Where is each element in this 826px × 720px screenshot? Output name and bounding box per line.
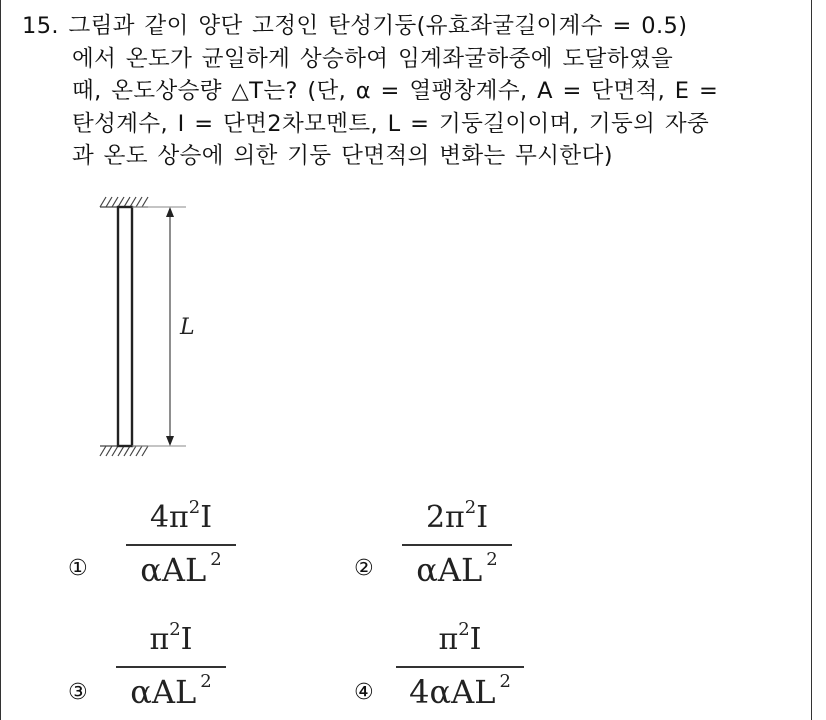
option-2-num-exp: 2: [464, 497, 477, 518]
option-3-number[interactable]: ③: [68, 680, 88, 705]
option-1-denominator: [126, 546, 236, 596]
length-dimension-arrow: [166, 207, 174, 446]
option-1-num-exp: 2: [188, 497, 201, 518]
option-2-numerator: [402, 497, 512, 544]
question-line-5: 과 온도 상승에 의한 기둥 단면적의 변화는 무시한다): [72, 143, 613, 169]
dimension-extension-lines: [132, 207, 186, 446]
column-member: [118, 207, 132, 446]
option-3-den-main: αAL: [130, 672, 197, 711]
option-1-den-main: αAL: [140, 550, 207, 589]
option-2-den-exp: 2: [486, 548, 498, 570]
option-2-den-main: αAL: [416, 550, 483, 589]
option-4-number[interactable]: ④: [354, 680, 374, 705]
option-2-num-coef: 2π: [425, 500, 465, 535]
option-2-denominator: [402, 546, 512, 596]
option-1-number[interactable]: ①: [68, 556, 88, 581]
option-1-den-exp: 2: [210, 548, 222, 570]
option-3-denominator: [116, 668, 226, 718]
option-4-formula[interactable]: [396, 619, 524, 718]
length-label: L: [180, 315, 195, 340]
option-4-num-tail: I: [469, 622, 482, 657]
question-line-4: 탄성계수, I = 단면2차모멘트, L = 기둥길이이며, 기둥의 자중: [72, 110, 710, 137]
question-line-1: 15. 그림과 같이 양단 고정인 탄성기둥(유효좌굴길이계수 = 0.5): [22, 13, 688, 39]
option-3-num-coef: π: [149, 622, 170, 657]
top-fixed-support: [100, 197, 148, 207]
option-1-num-coef: 4π: [149, 500, 189, 535]
option-4-denominator: [396, 668, 524, 718]
column-diagram: [96, 190, 206, 465]
option-3-den-exp: 2: [200, 670, 212, 692]
option-4-num-coef: π: [438, 622, 459, 657]
option-2-number[interactable]: ②: [354, 556, 374, 581]
question-text: [22, 10, 792, 173]
option-2-formula[interactable]: [402, 497, 512, 596]
option-1-num-tail: I: [200, 500, 213, 535]
option-3-numerator: [116, 619, 226, 666]
fixed-fixed-column-figure: [96, 190, 206, 465]
option-4-numerator: [396, 619, 524, 666]
option-3-formula[interactable]: [116, 619, 226, 718]
bottom-fixed-support: [100, 446, 148, 456]
question-line-3: 때, 온도상승량 △T는? (단, α = 열팽창계수, A = 단면적, E =: [72, 78, 719, 104]
option-1-formula[interactable]: [126, 497, 236, 596]
option-3-num-exp: 2: [169, 619, 181, 640]
option-4-den-main: 4αAL: [409, 672, 496, 711]
option-1-numerator: [126, 497, 236, 544]
option-2-num-tail: I: [476, 500, 489, 535]
question-line-2: 에서 온도가 균일하게 상승하여 임계좌굴하중에 도달하였을: [72, 45, 674, 72]
option-4-num-exp: 2: [458, 619, 470, 640]
option-3-num-tail: I: [180, 622, 193, 657]
option-4-den-exp: 2: [499, 670, 511, 692]
